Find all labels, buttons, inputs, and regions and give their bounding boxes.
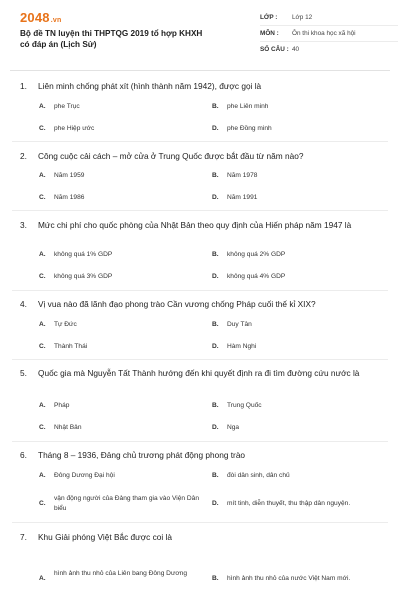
option-letter: B.: [212, 575, 219, 582]
option-text: Năm 1991: [227, 194, 258, 201]
question-number: 6.: [20, 450, 27, 460]
option-text: vận động người của Đảng tham gia vào Viện Dân biểu: [54, 495, 199, 512]
option-c[interactable]: [39, 494, 199, 513]
question-text: Liên minh chống phát xít (hình thành năm 1942), được gọi là: [38, 81, 262, 91]
option-letter: B.: [212, 172, 219, 179]
option-letter: A.: [39, 251, 46, 258]
logo-text: 2048: [20, 10, 50, 25]
question-divider: [12, 210, 388, 211]
option-a[interactable]: [39, 171, 199, 181]
document-title: Bộ đề TN luyện thi THPTQG 2019 tổ hợp KHXH có đáp án (Lịch Sử): [20, 29, 203, 50]
option-b[interactable]: [212, 574, 382, 584]
question-text: Công cuộc cải cách – mở cửa ở Trung Quốc được bắt đầu từ năm nào?: [38, 151, 304, 161]
option-text: Năm 1986: [54, 194, 85, 201]
option-letter: A.: [39, 172, 46, 179]
document-meta: [260, 10, 398, 57]
option-d[interactable]: [212, 423, 382, 433]
question-divider: [12, 441, 388, 442]
option-b[interactable]: [212, 320, 382, 330]
question-divider: [12, 359, 388, 360]
option-text: Nga: [227, 424, 240, 431]
question-number: 4.: [20, 299, 27, 309]
option-letter: B.: [212, 103, 219, 110]
question-number: 1.: [20, 81, 27, 91]
option-b[interactable]: [212, 102, 382, 112]
question-header: [20, 298, 390, 310]
option-letter: A.: [39, 321, 46, 328]
option-text: hình ảnh thu nhỏ của nước Việt Nam mới.: [227, 575, 351, 582]
option-text: Hàm Nghi: [227, 343, 257, 350]
question-divider: [12, 141, 388, 142]
option-d[interactable]: [212, 193, 382, 203]
question-divider: [12, 522, 388, 523]
question-number: 5.: [20, 368, 27, 378]
meta-label: MÔN :: [260, 30, 279, 37]
question-header: [20, 219, 390, 231]
option-text: phe Đồng minh: [227, 125, 272, 132]
logo-suffix: .vn: [50, 17, 62, 24]
question-text: Khu Giải phóng Việt Bắc được coi là: [38, 532, 172, 542]
option-text: không quá 3% GDP: [54, 273, 113, 280]
option-letter: A.: [39, 575, 46, 582]
option-letter: D.: [212, 343, 219, 350]
option-c[interactable]: [39, 272, 199, 282]
option-letter: C.: [39, 500, 46, 507]
option-b[interactable]: [212, 401, 382, 411]
question-7: [20, 531, 390, 543]
question-3: [20, 219, 390, 231]
option-c[interactable]: [39, 124, 199, 134]
option-text: không quá 4% GDP: [227, 273, 286, 280]
question-header: [20, 531, 390, 543]
meta-value: Lớp 12: [292, 14, 313, 21]
question-header: [20, 367, 390, 379]
option-letter: D.: [212, 125, 219, 132]
option-letter: B.: [212, 472, 219, 479]
option-text: Duy Tân: [227, 321, 252, 328]
option-letter: C.: [39, 343, 46, 350]
meta-label: LỚP :: [260, 14, 278, 21]
question-header: [20, 449, 390, 461]
option-letter: A.: [39, 402, 46, 409]
option-letter: C.: [39, 424, 46, 431]
option-letter: B.: [212, 251, 219, 258]
question-number: 2.: [20, 151, 27, 161]
option-d[interactable]: [212, 272, 382, 282]
question-text: Vị vua nào đã lãnh đạo phong trào Cần vương chống Pháp cuối thế kỉ XIX?: [38, 299, 316, 309]
question-header: [20, 150, 390, 162]
question-number: 7.: [20, 532, 27, 542]
question-6: [20, 449, 390, 461]
meta-row-count: [260, 42, 398, 57]
option-a[interactable]: [39, 320, 199, 330]
option-c[interactable]: [39, 423, 199, 433]
option-a[interactable]: [39, 569, 199, 584]
option-text: không quá 1% GDP: [54, 251, 113, 258]
option-text: phe Trục: [54, 103, 80, 110]
option-text: Tự Đức: [54, 321, 77, 328]
option-text: Nhật Bản: [54, 424, 82, 431]
question-text: Mức chi phí cho quốc phòng của Nhật Bản theo quy định của Hiến pháp năm 1947 là: [38, 220, 352, 230]
option-text: Năm 1959: [54, 172, 85, 179]
option-text: không quá 2% GDP: [227, 251, 286, 258]
option-text: đòi dân sinh, dân chủ: [227, 472, 290, 479]
option-c[interactable]: [39, 193, 199, 203]
option-d[interactable]: [212, 499, 382, 509]
option-text: Năm 1978: [227, 172, 258, 179]
option-c[interactable]: [39, 342, 199, 352]
option-text: phe Hiệp ước: [54, 125, 95, 132]
option-d[interactable]: [212, 342, 382, 352]
option-text: phe Liên minh: [227, 103, 269, 110]
option-letter: D.: [212, 273, 219, 280]
meta-row-class: [260, 10, 398, 26]
option-a[interactable]: [39, 471, 199, 481]
question-1: [20, 80, 390, 92]
option-letter: C.: [39, 273, 46, 280]
question-5: [20, 367, 390, 379]
option-letter: D.: [212, 424, 219, 431]
option-letter: A.: [39, 472, 46, 479]
option-text: Đông Dương Đại hội: [54, 472, 115, 479]
option-text: Pháp: [54, 402, 70, 409]
option-letter: C.: [39, 194, 46, 201]
question-number: 3.: [20, 220, 27, 230]
option-text: hình ảnh thu nhỏ của Liên bang Đông Dương: [54, 570, 188, 577]
meta-value: 40: [292, 46, 300, 53]
option-letter: B.: [212, 402, 219, 409]
meta-row-subject: [260, 26, 398, 42]
question-4: [20, 298, 390, 310]
question-header: [20, 80, 390, 92]
option-letter: A.: [39, 103, 46, 110]
option-letter: B.: [212, 321, 219, 328]
meta-value: Ôn thi khoa học xã hội: [292, 30, 356, 37]
option-text: Trung Quốc: [227, 402, 262, 409]
question-text: Quốc gia mà Nguyễn Tất Thành hướng đến khi quyết định ra đi tìm đường cứu nước là: [38, 368, 360, 378]
question-divider: [12, 290, 388, 291]
option-a[interactable]: [39, 401, 199, 411]
meta-label: SỐ CÂU :: [260, 46, 289, 53]
option-b[interactable]: [212, 471, 382, 481]
option-a[interactable]: [39, 250, 199, 260]
site-logo[interactable]: [20, 10, 61, 25]
option-a[interactable]: [39, 102, 199, 112]
page-header: [10, 0, 390, 71]
option-letter: C.: [39, 125, 46, 132]
option-b[interactable]: [212, 250, 382, 260]
option-letter: D.: [212, 500, 219, 507]
option-b[interactable]: [212, 171, 382, 181]
option-d[interactable]: [212, 124, 382, 134]
option-text: Thành Thái: [54, 343, 88, 350]
option-text: mít tinh, diễn thuyết, thu thập dân nguyện.: [227, 500, 351, 507]
question-text: Tháng 8 – 1936, Đảng chủ trương phát động phong trào: [38, 450, 246, 460]
question-2: [20, 150, 390, 162]
option-letter: D.: [212, 194, 219, 201]
